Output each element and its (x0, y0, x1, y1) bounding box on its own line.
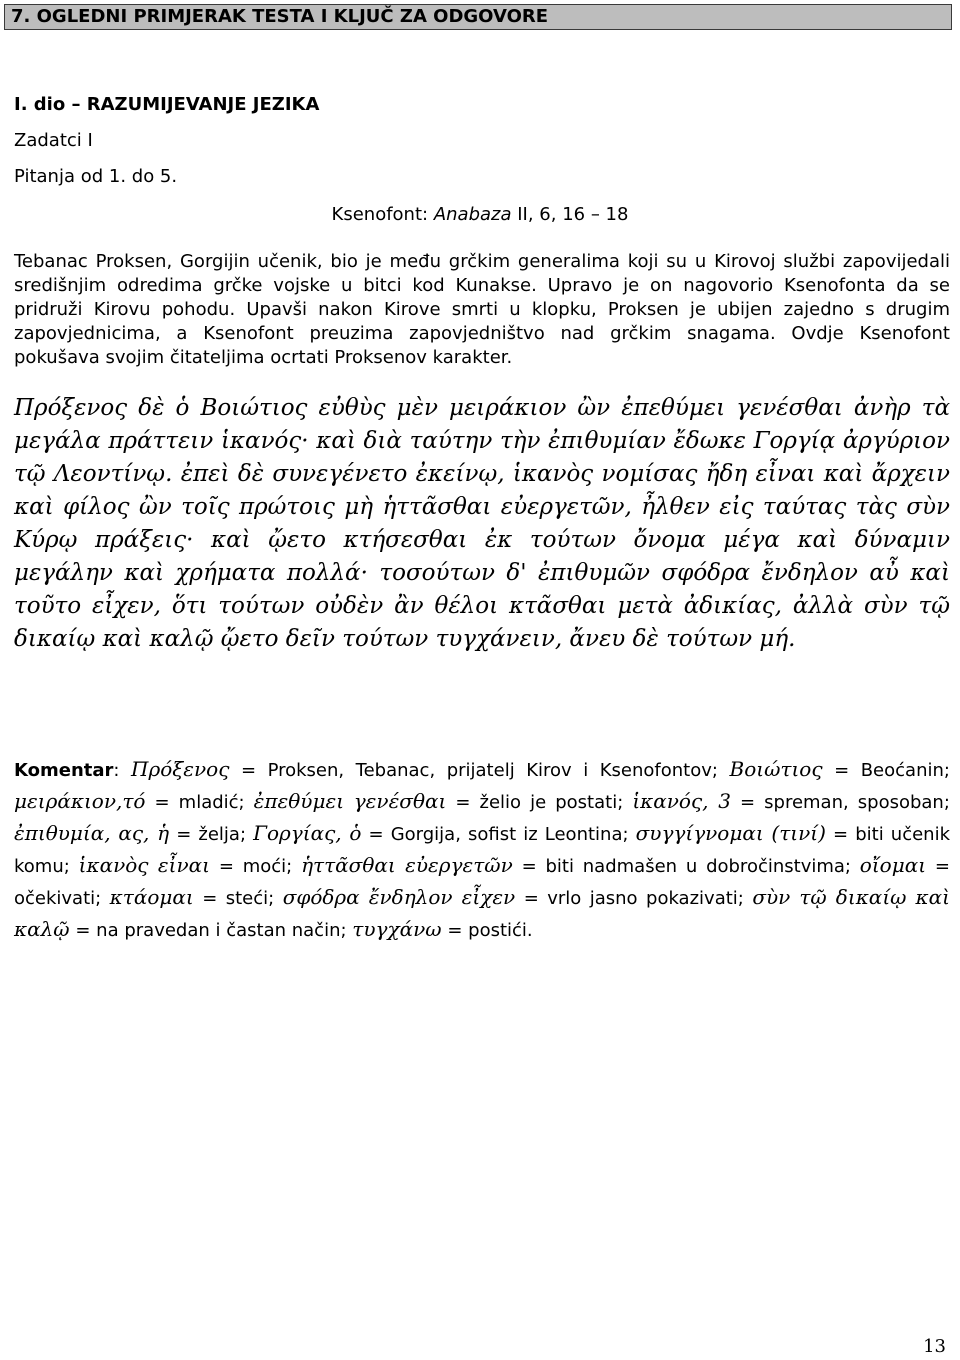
commentary-greek-term: συγγίγνομαι (τινί) (635, 821, 826, 845)
commentary-equals: = (240, 760, 257, 781)
commentary-greek-term: ἱκανός, 3 (632, 789, 731, 813)
commentary-entry (729, 757, 950, 781)
commentary-equals: = (834, 760, 850, 781)
intro-paragraph: Tebanac Proksen, Gorgijin učenik, bio je među grčkim generalima koji su u Kirovoj službi zapovijedali središnjim odredima grčke vojske u bitci kod Kunakse. Upravo je on nagovorio Ksenofonta da se pridruži Kirovu pohodu. Upavši nakon Kirove smrti u klopku, Proksen je ubijen zajedno s drugim zapovjednicima, a Ksenofont preuzima zapovjedništvo nad grčkim snagama. Ovdje Ksenofont pokušava svojim čitateljima ocrtati Proksenov karakter. (14, 251, 950, 368)
commentary-equals: = (218, 856, 234, 877)
commentary-equals: = (154, 792, 170, 813)
commentary-greek-term: οἴομαι (859, 853, 927, 877)
commentary-equals: = (202, 888, 218, 909)
commentary-greek-term: Γοργίας, ὁ (253, 821, 362, 845)
commentary-meaning: Proksen, Tebanac, prijatelj Kirov i Ksenofontov; (267, 760, 718, 781)
commentary-equals: = (368, 824, 384, 845)
commentary-entry (253, 821, 629, 845)
section-header-title: 7. OGLEDNI PRIMJERAK TESTA I KLJUČ ZA ODGOVORE (11, 6, 549, 27)
commentary-entry (131, 757, 718, 781)
commentary-meaning: biti nadmašen u dobročinstvima; (545, 856, 851, 877)
commentary-entry (109, 885, 275, 909)
commentary-equals: = (455, 792, 471, 813)
commentary-entry (14, 821, 247, 845)
commentary-meaning: želio je postati; (479, 792, 624, 813)
commentary-equals: = (521, 856, 537, 877)
commentary-entry (14, 789, 245, 813)
questions-label: Pitanja od 1. do 5. (14, 166, 178, 187)
commentary-greek-term: ἐπιθυμία, ας, ἡ (14, 821, 170, 845)
source-work: Anabaza (433, 204, 512, 225)
commentary-greek-term: ἡττᾶσθαι εὐεργετῶν (301, 853, 513, 877)
part-heading: I. dio – RAZUMIJEVANJE JEZIKA (14, 94, 320, 115)
commentary-meaning: Beoćanin; (860, 760, 950, 781)
commentary-greek-term: κτάομαι (109, 885, 194, 909)
commentary-meaning: vrlo jasno pokazivati; (547, 888, 744, 909)
commentary-greek-term: σὺν τῷ δικαίῳ καὶ καλῷ (14, 885, 951, 941)
commentary-meaning: mladić; (178, 792, 245, 813)
commentary-meaning: očekivati; (14, 888, 102, 909)
commentary-greek-term: Βοιώτιος (729, 757, 823, 781)
commentary-colon: : (113, 760, 120, 781)
commentary-equals: = (934, 856, 950, 877)
commentary-meaning: na pravedan i častan način; (96, 920, 347, 941)
commentary-label: Komentar (14, 760, 114, 781)
commentary-entry (301, 853, 851, 877)
commentary-greek-term: ἐπεθύμει γενέσθαι (253, 789, 447, 813)
greek-passage: Πρόξενος δὲ ὁ Βοιώτιος εὐθὺς μὲν μειράκιον ὢν ἐπεθύμει γενέσθαι ἀνὴρ τὰ μεγάλα πράττειν ἱκανός· καὶ διὰ ταύτην τὴν ἐπιθυμίαν ἔδωκε Γοργίᾳ ἀργύριον τῷ Λεοντίνῳ. ἐπεὶ δὲ συνεγένετο ἐκείνῳ, ἱκανὸς νομίσας ἤδη εἶναι καὶ ἄρχειν καὶ φίλος ὢν τοῖς πρώτοις μὴ ἡττᾶσθαι εὐεργετῶν, ἦλθεν εἰς ταύτας τὰς σὺν Κύρῳ πράξεις· καὶ ᾤετο κτήσεσθαι ἐκ τούτων ὄνομα μέγα καὶ δύναμιν μεγάλην καὶ χρήματα πολλά· τοσούτων δ' ἐπιθυμῶν σφόδρα ἔνδηλον αὖ καὶ τοῦτο εἶχεν, ὅτι τούτων οὐδὲν ἂν θέλοι κτᾶσθαι μετὰ ἀδικίας, ἀλλὰ σὺν τῷ δικαίῳ καὶ καλῷ ᾤετο δεῖν τούτων τυγχάνειν, ἄνευ δὲ τούτων μή. (14, 395, 950, 652)
commentary-equals: = (523, 888, 539, 909)
commentary-meaning: želja; (198, 824, 247, 845)
commentary-equals: = (833, 824, 849, 845)
commentary-meaning: postići. (468, 920, 533, 941)
commentary-greek-term: μειράκιον,τό (14, 789, 146, 813)
commentary-entry (253, 789, 624, 813)
commentary-entry (632, 789, 950, 813)
commentary-equals: = (75, 920, 91, 941)
commentary-entry (78, 853, 293, 877)
source-citation (0, 204, 960, 226)
commentary-equals: = (447, 920, 463, 941)
commentary-greek-term: ἱκανὸς εἶναι (78, 853, 211, 877)
source-author: Ksenofont: (331, 204, 429, 225)
commentary-greek-term: τυγχάνω (352, 917, 442, 941)
commentary-entry (352, 917, 533, 941)
commentary (14, 754, 950, 946)
commentary-entries (14, 757, 951, 941)
commentary-equals: = (176, 824, 192, 845)
commentary-greek-term: Πρόξενος (131, 757, 230, 781)
commentary-meaning: steći; (225, 888, 275, 909)
commentary-greek-term: σφόδρα ἔνδηλον εἶχεν (282, 885, 516, 909)
task-label: Zadatci I (14, 130, 93, 151)
section-header (4, 4, 952, 30)
commentary-meaning: Gorgija, sofist iz Leontina; (390, 824, 629, 845)
commentary-meaning: moći; (242, 856, 293, 877)
source-reference: II, 6, 16 – 18 (517, 204, 629, 225)
commentary-meaning: spreman, sposoban; (764, 792, 950, 813)
commentary-meaning: biti učenik komu; (14, 824, 950, 877)
commentary-entry (282, 885, 744, 909)
commentary-equals: = (740, 792, 756, 813)
page-number: 13 (923, 1336, 946, 1357)
